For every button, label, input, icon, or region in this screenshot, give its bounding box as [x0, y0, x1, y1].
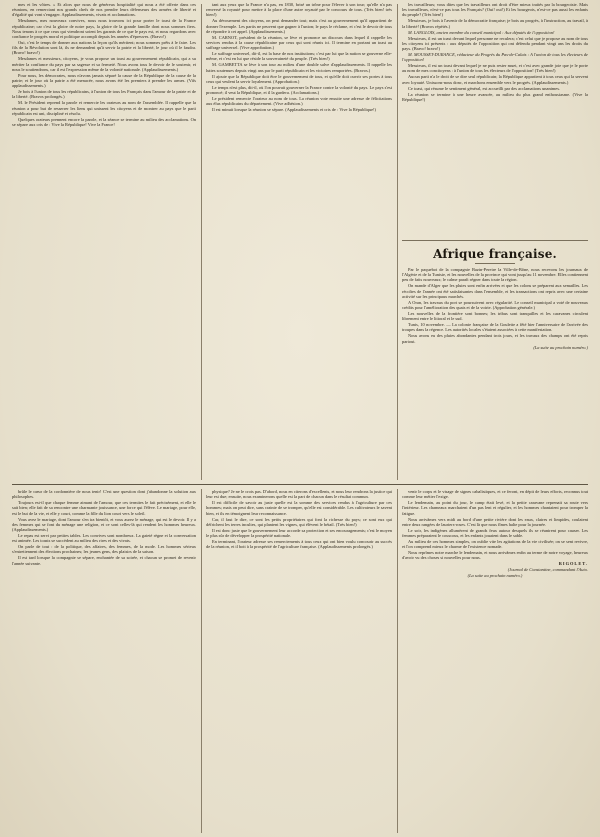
article-signoff: (La suite au prochain numéro.) — [533, 344, 588, 350]
paragraph: Le lendemain, au point du jour, le camp était levé, et la petite caravane reprenait sa route vers l'intérieur. Les chameaux marchaient d'un pas lent et régulier, et les hommes chantaient pour tromper la fatigue. — [402, 500, 588, 516]
paragraph: On parle de tout : de la politique, des affaires, des femmes, de la mode. Les hommes sérieux s'entretiennent des élections prochaines; les jeunes gens, des plaisirs de la saison. — [12, 544, 196, 555]
paragraph: tant aux yeux que la France n'a pas, en 1830, brisé un trône pour l'élever à son tour; qu'elle n'a pas renversé la royauté pour mettre à la place d'une autre royauté par le concours de tous. (Très bien! très bien!) — [206, 2, 392, 18]
paragraph: Nous arrivâmes vers midi au bord d'une petite rivière dont les eaux, claires et limpides, coulaient entre deux rangées de lauriers-roses. C'est là que nous fîmes halte pour la journée. — [402, 516, 588, 527]
paragraph: Aucun parti n'a le droit de se dire seul républicain; la République appartient à tous ceux qui la servent avec loyauté. Unissons-nous donc, et marchons ensemble vers le progrès. (Applaudissements.) — [402, 74, 588, 85]
paragraph: M. le Président reprend la parole et remercie les orateurs au nom de l'assemblée. Il rappelle que la réunion a pour but de resserrer les liens qui unissent les citoyens et de montrer au pays que le parti républicain est uni, discipliné et résolu. — [12, 100, 196, 116]
column-divider — [201, 4, 202, 480]
paragraph: Il est minuit lorsque la réunion se sépare. (Applaudissements et cris de : Vive la République!) — [212, 107, 377, 113]
paragraph: M. LANGLOIS, ancien membre du conseil municipal : Aux députés de l'opposition! — [408, 29, 555, 35]
paragraph: La réunion se termine à une heure avancée, au milieu du plus grand enthousiasme. (Vive la République!) — [402, 91, 588, 102]
paragraph: Nous avons eu des pluies abondantes pendant trois jours, et les travaux des champs ont été repris partout. — [402, 333, 588, 344]
paragraph: Mesdames, mes nouveaux convives, nous nous trouvons ici pour porter le toast de la France républicaine; car c'est la gloire de notre pays, la gloire de la grande famille dont nous sommes fiers. Nous tenons à ce que ceux qui viendront soient les garants de ce que le pays est, et nous regardons avec confiance le progrès moral et politique accompli depuis les années d'épreuves. (Bravo!) — [12, 18, 196, 40]
paragraph: Il est tard lorsque la compagnie se sépare, enchantée de sa soirée, et chacun se promet de revenir l'année suivante. — [12, 555, 196, 566]
paragraph: Vous avez le mariage, dont l'amour s'en ira bientôt, et vous aurez le ménage, qui est le devoir. Il y a des femmes qui se font du ménage une religion, et ce sont celles-là qui rendent les hommes heureux. (Applaudissements.) — [12, 516, 196, 533]
paragraph: Le repas est servi par petites tables. Les convives sont nombreux. La gaieté règne et la conversation est animée. Les toasts se succèdent au milieu des rires et des vivats. — [12, 533, 196, 544]
column-divider — [397, 489, 398, 833]
paragraph: Il ajoute que la République doit être le gouvernement de tous, et qu'elle doit ouvrir ses portes à tous ceux qui veulent la servir loyalement. (Approbation.) — [206, 73, 392, 84]
paragraph: Par le paquebot de la compagnie Bazin-Pereire la Ville-de-Bône, nous recevons les journaux de l'Algérie et de la Tunisie, et les nouvelles de la province qui vont jusqu'au 11 novembre. Elles contiennent peu de faits nouveaux; le calme paraît régner dans toute la région. — [402, 267, 588, 283]
top-column-3 — [402, 2, 588, 234]
paragraph: M. MOUSSET-DURANCE, rédacteur du Progrès du Pas-de-Calais : A l'union de tous les électeurs de l'opposition! — [402, 52, 588, 63]
paragraph: Nous reprîmes notre marche le lendemain, et nous arrivâmes enfin au terme de notre voyage, heureux d'avoir vu des choses si nouvelles pour nous. — [402, 550, 588, 561]
paragraph: Tunis, 10 novembre. — La colonie française de la Goulette a fêté hier l'anniversaire de l'arrivée des troupes dans la régence. Les autorités locales s'étaient associées à cette manifestation. — [402, 322, 588, 333]
paragraph: On mande d'Alger que les pluies sont enfin arrivées et que les colons se préparent aux semailles. Les récoltes de l'année ont été satisfaisantes dans l'ensemble, et les transactions ont repris avec une certaine activité sur les principaux marchés. — [402, 283, 588, 299]
column-divider — [397, 4, 398, 480]
paragraph: M. GAMBETTA se lève à son tour au milieu d'une double salve d'applaudissements. Il rappelle les luttes soutenues depuis vingt ans par le parti républicain et les victoires remportées. (Bravos.) — [206, 62, 392, 73]
paragraph: A Oran, les travaux du port se poursuivent avec régularité. Le conseil municipal a voté de nouveaux crédits pour l'amélioration des quais et de la voirie. (Approbation générale.) — [402, 299, 588, 311]
bottom-column-3 — [402, 489, 588, 833]
paragraph: Messieurs, il est un toast devant lequel je ne puis rester muet, et c'est avec grande joie que je le porte au nom de mes concitoyens : à l'union de tous les électeurs de l'opposition! (Très bien!) — [402, 63, 588, 74]
paragraph: mes et les vôtres. » Et alors que nous de généreux hospitalité qui nous a été offerte dans ces réunions, en remerciant nos grands chefs de nos prendre leurs défenseurs des armées de liberté et d'égalité qui vont s'engager. Applaudissements, vivats et acclamations. — [12, 2, 196, 18]
paragraph: Au dévouement des citoyens, on peut demander tout; mais c'est au gouvernement qu'il appartient de donner l'exemple. Les partis ne peuvent que gagner à l'union; le pays le réclame, et c'est le devoir de tous de répondre à cet appel. (Applaudissements.) — [206, 18, 392, 34]
bottom-column-2 — [206, 489, 392, 833]
paragraph: Il est donc juste que le gouvernement leur accorde sa protection et ses encouragements; c'est le moyen le plus sûr de développer la prospérité nationale. — [206, 527, 392, 539]
signature-caption: (Journal de Constantine, commandant l'Auto. — [507, 567, 588, 573]
paragraph: Mesdames et messieurs, citoyens, je vous propose un toast au gouvernement républicain, qui a su mériter la confiance du pays par sa sagesse et sa fermeté. Nous avons tous le devoir de le soutenir, et nous le soutiendrons, car il est l'expression même de la volonté nationale. (Applaudissements.) — [12, 56, 196, 72]
article-block — [402, 244, 588, 478]
paragraph: Messieurs, il est un toast devant lequel personne ne reculera; c'est celui que je propose au nom de tous les citoyens ici présents : aux députés de l'opposition qui ont défendu pendant vingt ans les droits du pays. (Bravo! bravo!) — [402, 35, 588, 52]
paragraph: venir le corps et le visage de signes cabalistiques, et ce feront, en dépit de leurs efforts, reconnus tout comme leur métier l'exige. — [402, 489, 588, 500]
top-column-1 — [12, 2, 196, 480]
paragraph: Oui, c'est le temps de donner aux nations la leçon qu'ils méritent; nous sommes prêts à le faire. Les fils de la Révolution sont là, ils ne demandent qu'à servir la patrie et la liberté, le jour où il le faudra. (Bravo! bravo!) — [12, 40, 196, 56]
paragraph: Car, il faut le dire, ce sont les petits propriétaires qui font la richesse du pays; ce sont eux qui défrichent les terres incultes, qui plantent les vignes, qui élèvent le bétail. (Très bien!) — [206, 516, 392, 527]
paragraph: Pour nous, les démocrates, nous n'avons jamais séparé la cause de la République de la cause de la patrie; et le jour où la patrie a été menacée, nous avons été les premiers à prendre les armes. (Vifs applaudissements.) — [12, 72, 196, 89]
paragraph: les travailleurs; vous dites que les travailleurs ont droit d'être mieux traités par la bourgeoisie. Mais les travailleurs, n'est-ce pas tous les Français? (Oui! oui!) Et les bourgeois, n'est-ce pas aussi les enfants du peuple? (Très bien!) — [402, 2, 588, 18]
author-signature: RIGOLET. — [558, 561, 588, 567]
continued-note: (La suite au prochain numéro.) — [467, 573, 523, 579]
paragraph: Le temps n'est plus, dit-il, où l'on pouvait gouverner la France contre la volonté du pays. Le pays s'est prononcé; il veut la République, et il la gardera. (Acclamations.) — [206, 84, 392, 96]
headline-rule — [475, 263, 515, 264]
paragraph: Ce toast, qui résume le sentiment général, est accueilli par des acclamations unanimes. — [408, 85, 561, 91]
top-column-2 — [206, 2, 392, 480]
paragraph: brûle le cœur de la cordonnière de nous tenir! C'est une question dont j'abandonne la solution aux philosophes. — [12, 489, 196, 500]
article-headline: Afrique française. — [433, 247, 557, 261]
paragraph: Messieurs, je bois à l'avenir de la démocratie française; je bois au progrès, à l'instruction, au travail, à la liberté! (Bravos répétés.) — [402, 18, 588, 29]
column-divider — [201, 489, 202, 833]
paragraph: Le soir, les indigènes allumèrent de grands feux autour desquels ils se réunirent pour causer. Les femmes préparaient le couscous, et les enfants jouaient dans le sable. — [402, 527, 588, 539]
paragraph: Toujours est-il que chaque femme aimant de l'amour, que ces termites le fait précisément, et elle le sait bien; elle fait de sa rencontre une charmante jouissance, une force qui l'élève. Le mariage, pour elle, est le but de la vie, et elle y court, comme la fille du lion court vers le soleil. — [12, 500, 196, 516]
paragraph: Il est difficile de savoir au juste quelle est la somme des services rendus à l'agriculture par ces hommes; mais on peut dire, sans crainte de se tromper, qu'elle est considérable. Les cultivateurs le savent bien, et ils en témoignent leur reconnaissance. — [206, 500, 392, 516]
bottom-column-1 — [12, 489, 196, 833]
paragraph: Au milieu de ces hommes simples, on oublie vite les agitations de la vie civilisée; on se sent revivre, et l'on comprend mieux le charme de l'existence nomade. — [402, 539, 588, 550]
paragraph: Quelques orateurs prennent encore la parole, et la séance se termine au milieu des acclamations. On se sépare aux cris de : Vive la République! Vive la France! — [12, 116, 196, 128]
paragraph: Les nouvelles de la frontière sont bonnes; les tribus sont tranquilles et les caravanes circulent librement entre le littoral et le sud. — [402, 311, 588, 322]
paragraph: Le président remercie l'orateur au nom de tous. La réunion vote ensuite une adresse de félicitations aux élus républicains du département. (Vive adhésion.) — [206, 96, 392, 107]
page-divider — [12, 484, 588, 485]
paragraph: En terminant, l'orateur adresse ses remerciements à tous ceux qui ont bien voulu concourir au succès de la réunion, et il boit à la prospérité de l'agriculture française. (Applaudissements prolongés.) — [206, 539, 392, 550]
paragraph: M. CARNOT, président de la réunion, se lève et prononce un discours dans lequel il rappelle les services rendus à la cause républicaine par ceux qui sont réunis ici. Il termine en portant un toast au suffrage universel. (Vive approbation.) — [206, 34, 392, 51]
paragraph: physique? Je ne le crois pas. D'abord, nous en citerons d'excellents, et nous leur rendrons la justice qui leur est due; ensuite, nous examinerons quelle est la part de chacun dans le résultat commun. — [206, 489, 392, 500]
section-divider — [402, 240, 588, 241]
paragraph: Le suffrage universel, dit-il, est la base de nos institutions; c'est par lui que la nation se gouverne elle-même, et c'est en lui que réside la souveraineté du peuple. (Très bien!) — [206, 51, 392, 62]
paragraph: Je bois à l'union de tous les républicains, à l'union de tous les Français dans l'amour de la patrie et de la liberté. (Bravos prolongés.) — [12, 89, 196, 100]
